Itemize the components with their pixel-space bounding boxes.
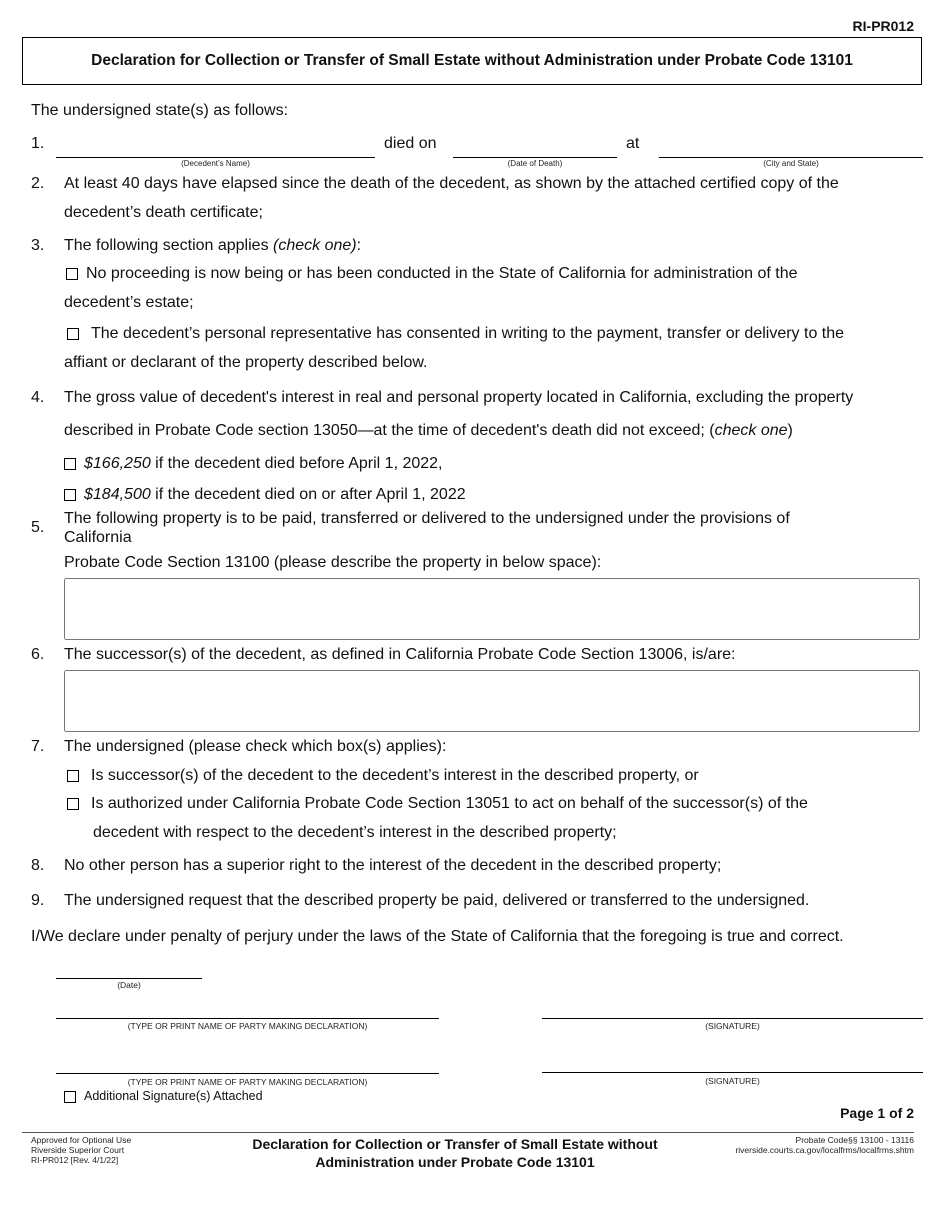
date-of-death-caption: (Date of Death) (507, 159, 563, 168)
decedent-name-line (56, 157, 375, 158)
footer-right: Probate Code§§ 13100 - 13116 riverside.courts.ca.gov/localfrms/localfrms.shtm (735, 1135, 914, 1155)
item7-number: 7. (31, 738, 45, 755)
item2-number: 2. (31, 175, 45, 192)
item8-text: No other person has a superior right to the interest of the decedent in the described property; (64, 857, 722, 874)
additional-signatures-checkbox[interactable] (64, 1091, 76, 1103)
city-state-input[interactable] (661, 138, 921, 156)
item5-number: 5. (31, 519, 45, 536)
date-of-death-input[interactable] (455, 138, 615, 156)
name-line-1 (56, 1018, 439, 1019)
signature-input-2[interactable] (544, 1053, 921, 1071)
item7-option2-line2: decedent with respect to the decedent’s interest in the described property; (93, 824, 617, 841)
page-number: Page 1 of 2 (840, 1105, 914, 1121)
item7-option2-line1: Is authorized under California Probate Code Section 13051 to act on behalf of the successor(s) of the (91, 795, 808, 812)
signature-line-1 (542, 1018, 923, 1019)
footer-title: Declaration for Collection or Transfer of Small Estate without Administration under Probate Code 13101 (252, 1136, 658, 1170)
item4-option2: $184,500 if the decedent died on or after April 1, 2022 (84, 486, 466, 503)
at-label: at (626, 135, 640, 152)
form-title: Declaration for Collection or Transfer of Small Estate without Administration under Probate Code 13101 (22, 37, 922, 85)
decedent-name-input[interactable] (58, 138, 373, 156)
item7-option1: Is successor(s) of the decedent to the decedent’s interest in the described property, or (91, 767, 699, 784)
name-input-1[interactable] (58, 999, 437, 1017)
successors-input[interactable] (64, 670, 920, 732)
signature-input-1[interactable] (544, 999, 921, 1017)
item1-number: 1. (31, 135, 45, 152)
item2-line2: decedent’s death certificate; (64, 204, 263, 221)
no-proceeding-checkbox[interactable] (66, 268, 78, 280)
item3-text: The following section applies (check one): (64, 237, 362, 254)
died-on-label: died on (384, 135, 437, 152)
item3-option2-line1: The decedent’s personal representative has consented in writing to the payment, transfer or delivery to the (91, 325, 845, 342)
name-input-2[interactable] (58, 1054, 437, 1072)
declaration-text: I/We declare under penalty of perjury under the laws of the State of California that the foregoing is true and correct. (31, 928, 844, 945)
item9-text: The undersigned request that the described property be paid, delivered or transferred to the undersigned. (64, 892, 810, 909)
date-caption: (Date) (117, 980, 141, 990)
name-line-2 (56, 1073, 439, 1074)
amount-after-2022-checkbox[interactable] (64, 489, 76, 501)
item6-text: The successor(s) of the decedent, as defined in California Probate Code Section 13006, is/are: (64, 646, 736, 663)
is-successor-checkbox[interactable] (67, 770, 79, 782)
item3-option1-line2: decedent’s estate; (64, 294, 194, 311)
intro-text: The undersigned state(s) as follows: (31, 102, 289, 119)
date-of-death-line (453, 157, 617, 158)
item5-line1: The following property is to be paid, transferred or delivered to the undersigned under the provisions of (64, 510, 790, 527)
additional-signatures-label: Additional Signature(s) Attached (84, 1089, 263, 1103)
date-input[interactable] (58, 960, 200, 977)
name-caption-1: (TYPE OR PRINT NAME OF PARTY MAKING DECLARATION) (127, 1021, 368, 1031)
signature-line-2 (542, 1072, 923, 1073)
footer-divider (22, 1132, 914, 1133)
amount-before-2022-checkbox[interactable] (64, 458, 76, 470)
decedent-name-caption: (Decedent’s Name) (181, 159, 250, 168)
item2-line1: At least 40 days have elapsed since the death of the decedent, as shown by the attached certified copy of the (64, 175, 839, 192)
is-authorized-checkbox[interactable] (67, 798, 79, 810)
representative-consent-checkbox[interactable] (67, 328, 79, 340)
form-id: RI-PR012 (852, 18, 914, 34)
item3-option2-line2: affiant or declarant of the property described below. (64, 354, 428, 371)
footer-left: Approved for Optional Use Riverside Superior Court RI-PR012 [Rev. 4/1/22] (31, 1135, 132, 1165)
signature-caption-2: (SIGNATURE) (705, 1076, 760, 1086)
date-line (56, 978, 202, 979)
item3-option1-line1: No proceeding is now being or has been conducted in the State of California for administration of the (86, 265, 798, 282)
item3-number: 3. (31, 237, 45, 254)
item4-option1: $166,250 if the decedent died before April 1, 2022, (84, 455, 443, 472)
item4-line2: described in Probate Code section 13050—at the time of decedent's death did not exceed; (check one) (64, 422, 793, 439)
name-caption-2: (TYPE OR PRINT NAME OF PARTY MAKING DECLARATION) (127, 1077, 368, 1087)
item8-number: 8. (31, 857, 45, 874)
item7-text: The undersigned (please check which box(s) applies): (64, 738, 447, 755)
item5-line3: Probate Code Section 13100 (please describe the property in below space): (64, 554, 602, 571)
item9-number: 9. (31, 892, 45, 909)
city-state-line (659, 157, 923, 158)
signature-caption-1: (SIGNATURE) (705, 1021, 760, 1031)
item6-number: 6. (31, 646, 45, 663)
city-state-caption: (City and State) (763, 159, 819, 168)
property-description-input[interactable] (64, 578, 920, 640)
item4-number: 4. (31, 389, 45, 406)
item5-line2: California (64, 529, 132, 546)
item4-line1: The gross value of decedent's interest in real and personal property located in California, excluding the property (64, 389, 854, 406)
